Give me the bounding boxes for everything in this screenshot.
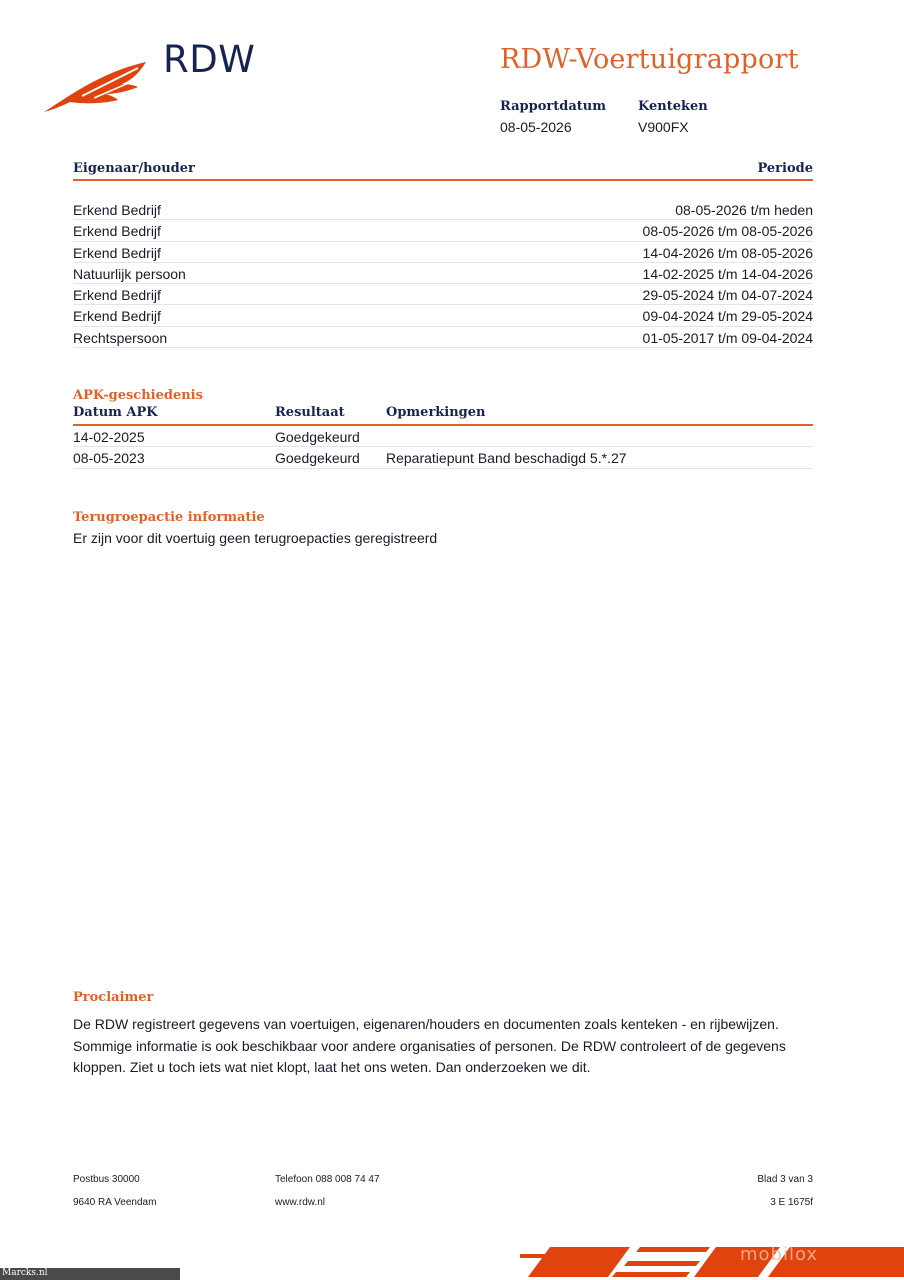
period-cell: 09-04-2024 t/m 29-05-2024 bbox=[642, 308, 813, 325]
report-date-value: 08-05-2026 bbox=[500, 119, 572, 135]
apk-remarks-cell: Reparatiepunt Band beschadigd 5.*.27 bbox=[386, 450, 627, 467]
period-cell: 14-02-2025 t/m 14-04-2026 bbox=[642, 265, 813, 282]
owner-cell: Erkend Bedrijf bbox=[73, 223, 161, 240]
apk-section bbox=[73, 388, 813, 469]
table-row bbox=[73, 284, 813, 305]
period-column-header: Periode bbox=[757, 161, 813, 176]
apk-title: APK-geschiedenis bbox=[73, 388, 203, 403]
footer-postcode: 9640 RA Veendam bbox=[73, 1197, 157, 1208]
period-cell: 14-04-2026 t/m 08-05-2026 bbox=[642, 244, 813, 261]
proclaimer-line: kloppen. Ziet u toch iets wat niet klopt, laat het ons weten. Dan onderzoeken we dit. bbox=[73, 1059, 591, 1075]
badge-text: Marcks.nl bbox=[2, 1268, 48, 1278]
owner-cell: Erkend Bedrijf bbox=[73, 308, 161, 325]
watermark: mobilox bbox=[740, 1244, 819, 1265]
footer-code: 3 E 1675f bbox=[770, 1197, 813, 1208]
proclaimer-title: Proclaimer bbox=[73, 990, 154, 1005]
owner-cell: Natuurlijk persoon bbox=[73, 265, 186, 282]
apk-remarks-column-header: Opmerkingen bbox=[386, 405, 486, 420]
period-cell: 29-05-2024 t/m 04-07-2024 bbox=[642, 287, 813, 304]
plate-value: V900FX bbox=[638, 119, 689, 135]
footer-page-number: Blad 3 van 3 bbox=[757, 1174, 813, 1185]
apk-result-cell: Goedgekeurd bbox=[275, 429, 360, 445]
table-row bbox=[73, 220, 813, 241]
apk-date-cell: 14-02-2025 bbox=[73, 429, 145, 445]
decorative-stripes-icon bbox=[520, 1244, 904, 1280]
table-row bbox=[73, 263, 813, 284]
proclaimer-line: De RDW registreert gegevens van voertuigen, eigenaren/houders en documenten zoals kenteken - en rijbewijzen. bbox=[73, 1016, 779, 1032]
apk-date-column-header: Datum APK bbox=[73, 405, 158, 420]
apk-table-header bbox=[73, 403, 813, 426]
proclaimer-line: Sommige informatie is ook beschikbaar voor andere organisaties of personen. De RDW controleert of de gegevens bbox=[73, 1037, 786, 1054]
owner-cell: Erkend Bedrijf bbox=[73, 202, 161, 218]
owner-column-header: Eigenaar/houder bbox=[73, 161, 195, 176]
proclaimer-section bbox=[73, 990, 813, 1079]
report-date-label: Rapportdatum bbox=[500, 99, 606, 114]
footer-postbus: Postbus 30000 bbox=[73, 1174, 140, 1185]
owners-table bbox=[73, 157, 813, 348]
table-row bbox=[73, 305, 813, 326]
period-cell: 08-05-2026 t/m heden bbox=[675, 202, 813, 218]
table-row bbox=[73, 447, 813, 468]
period-cell: 01-05-2017 t/m 09-04-2024 bbox=[642, 329, 813, 346]
table-row bbox=[73, 426, 813, 447]
table-row bbox=[73, 327, 813, 348]
recall-text: Er zijn voor dit voertuig geen terugroepacties geregistreerd bbox=[73, 530, 438, 546]
apk-result-cell: Goedgekeurd bbox=[275, 450, 360, 467]
apk-result-column-header: Resultaat bbox=[275, 405, 345, 420]
owners-table-header bbox=[73, 157, 813, 181]
footer-website[interactable]: www.rdw.nl bbox=[275, 1197, 326, 1208]
report-title: RDW-Voertuigrapport bbox=[500, 44, 799, 75]
owner-cell: Erkend Bedrijf bbox=[73, 287, 161, 304]
period-cell: 08-05-2026 t/m 08-05-2026 bbox=[642, 223, 813, 240]
rdw-logo-icon bbox=[42, 54, 152, 116]
logo-text: RDW bbox=[163, 38, 256, 81]
bottom-badge bbox=[0, 1268, 180, 1280]
recall-title: Terugroepactie informatie bbox=[73, 510, 265, 525]
apk-date-cell: 08-05-2023 bbox=[73, 450, 145, 467]
table-row bbox=[73, 242, 813, 263]
owner-cell: Erkend Bedrijf bbox=[73, 244, 161, 261]
footer-phone: Telefoon 088 008 74 47 bbox=[275, 1174, 380, 1185]
recall-section bbox=[73, 510, 813, 550]
owner-cell: Rechtspersoon bbox=[73, 329, 168, 346]
table-row bbox=[73, 199, 813, 220]
plate-label: Kenteken bbox=[638, 99, 708, 114]
